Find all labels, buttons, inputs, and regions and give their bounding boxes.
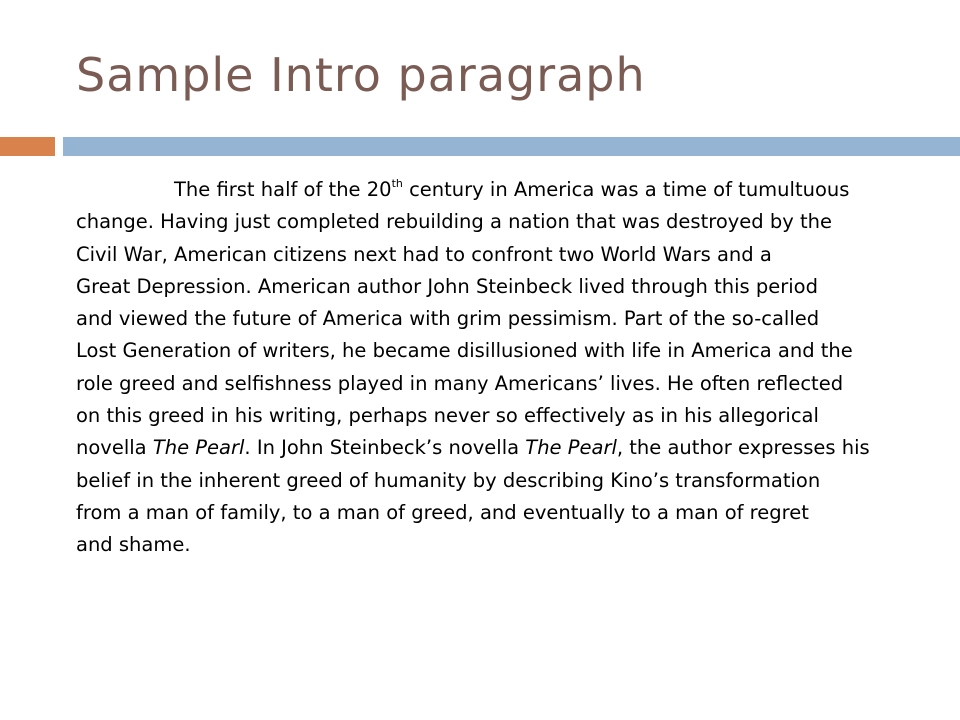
paragraph-line: Civil War, American citizens next had to confront two World Wars and a bbox=[76, 242, 772, 266]
book-title: The Pearl bbox=[525, 436, 617, 460]
paragraph-line: and viewed the future of America with grim pessimism. Part of the so-called bbox=[76, 307, 820, 331]
paragraph-text: novella bbox=[76, 436, 153, 460]
paragraph-line bbox=[76, 432, 926, 464]
paragraph-text: . In John Steinbeck’s novella bbox=[244, 436, 526, 460]
paragraph-line bbox=[76, 174, 926, 206]
paragraph-line: and shame. bbox=[76, 533, 191, 557]
paragraph-text: century in America was a time of tumultuous bbox=[402, 178, 850, 201]
paragraph-line: belief in the inherent greed of humanity by describing Kino’s transformation bbox=[76, 468, 821, 492]
paragraph-line: from a man of family, to a man of greed, and eventually to a man of regret bbox=[76, 500, 809, 524]
intro-paragraph bbox=[76, 174, 926, 562]
paragraph-text: , the author expresses his bbox=[616, 436, 870, 460]
slide-title: Sample Intro paragraph bbox=[76, 48, 646, 102]
paragraph-line: role greed and selfishness played in many Americans’ lives. He often reflected bbox=[76, 371, 844, 395]
paragraph-line: on this greed in his writing, perhaps never so effectively as in his allegorical bbox=[76, 404, 819, 428]
accent-bar bbox=[0, 137, 55, 156]
ordinal-superscript: th bbox=[391, 176, 403, 190]
book-title: The Pearl bbox=[152, 436, 245, 460]
paragraph-text: The first half of the 20 bbox=[174, 178, 392, 201]
paragraph-line: change. Having just completed rebuilding a nation that was destroyed by the bbox=[76, 210, 832, 234]
paragraph-line: Lost Generation of writers, he became disillusioned with life in America and the bbox=[76, 339, 853, 363]
paragraph-line: Great Depression. American author John Steinbeck lived through this period bbox=[76, 274, 818, 298]
header-rule-bar bbox=[63, 137, 960, 156]
